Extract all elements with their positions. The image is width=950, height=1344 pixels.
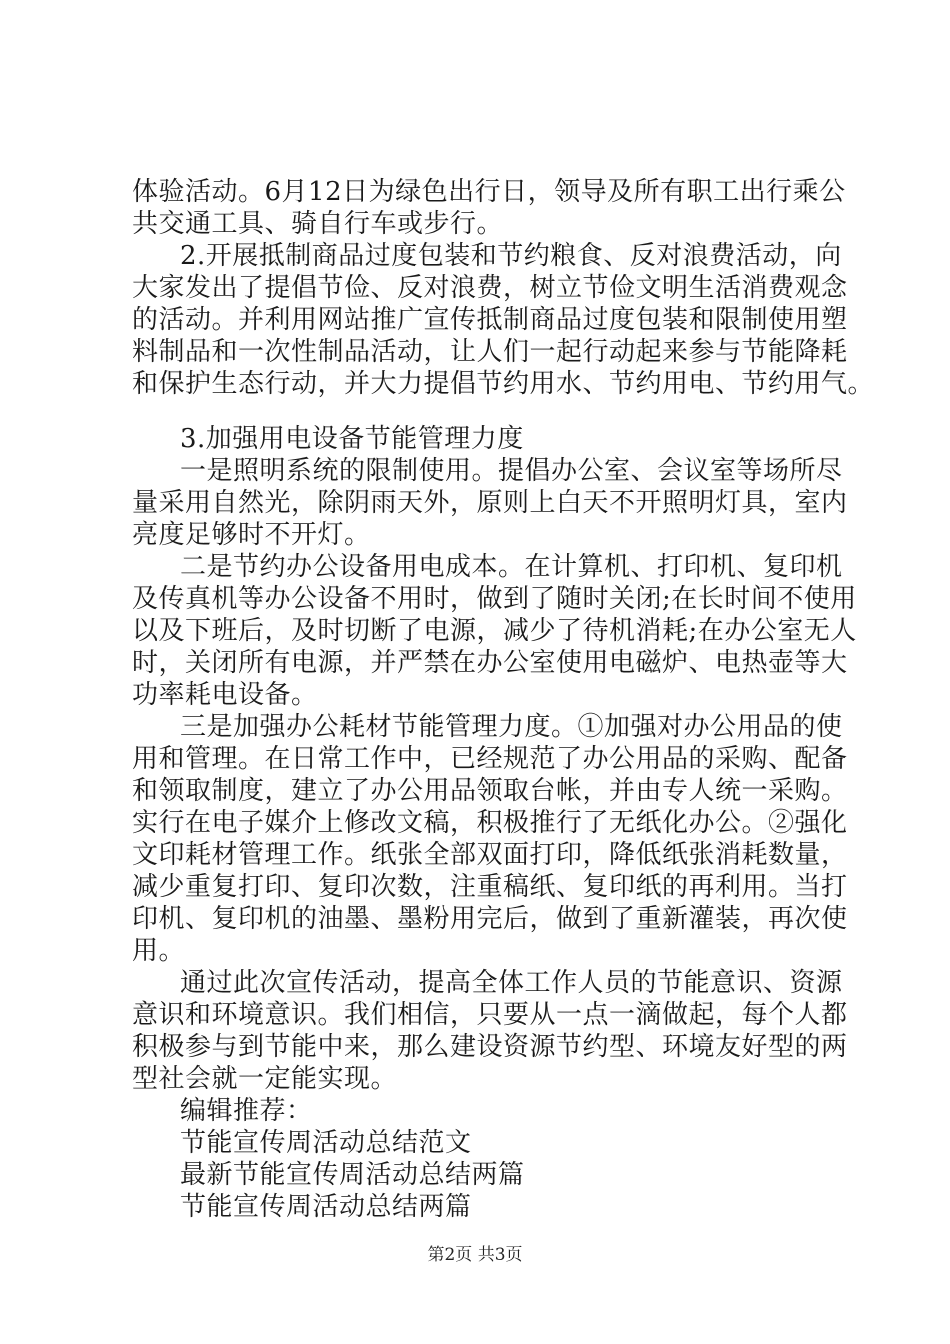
body-line-1: 体验活动。6月12日为绿色出行日，领导及所有职工出行乘公: [132, 177, 846, 207]
body-line-23: 印机、复印机的油墨、墨粉用完后，做到了重新灌装，再次使: [132, 904, 848, 934]
body-line-18: 用和管理。在日常工作中，已经规范了办公用品的采购、配备: [132, 744, 848, 774]
body-line-19: 和领取制度，建立了办公用品领取台帐，并由专人统一采购。: [132, 776, 848, 806]
body-line-12: 二是节约办公设备用电成本。在计算机、打印机、复印机: [180, 552, 843, 582]
body-line-22: 减少重复打印、复印次数，注重稿纸、复印纸的再利用。当打: [132, 872, 848, 902]
body-line-10: 量采用自然光，除阴雨天外，原则上白天不开照明灯具，室内: [132, 488, 848, 518]
body-line-26: 意识和环境意识。我们相信，只要从一点一滴做起，每个人都: [132, 1000, 848, 1030]
body-line-16: 功率耗电设备。: [132, 680, 318, 710]
body-line-20: 实行在电子媒介上修改文稿，积极推行了无纸化办公。②强化: [132, 808, 848, 838]
recommended-link-2[interactable]: 最新节能宣传周活动总结两篇: [180, 1160, 525, 1190]
body-line-15: 时，关闭所有电源，并严禁在办公室使用电磁炉、电热壶等大: [132, 648, 848, 678]
section-heading: 3.加强用电设备节能管理力度: [180, 424, 524, 454]
body-line-3: 2.开展抵制商品过度包装和节约粮食、反对浪费活动，向: [180, 241, 842, 271]
body-line-7: 和保护生态行动，并大力提倡节约用水、节约用电、节约用气。: [132, 369, 875, 399]
body-line-2: 共交通工具、骑自行车或步行。: [132, 209, 504, 239]
body-line-25: 通过此次宣传活动，提高全体工作人员的节能意识、资源: [180, 968, 843, 998]
body-line-14: 以及下班后，及时切断了电源，减少了待机消耗;在办公室无人: [132, 616, 857, 646]
page-number-footer: 第2页 共3页: [427, 1245, 523, 1265]
body-line-6: 料制品和一次性制品活动，让人们一起行动起来参与节能降耗: [132, 337, 848, 367]
body-line-5: 的活动。并利用网站推广宣传抵制商品过度包装和限制使用塑: [132, 305, 848, 335]
body-line-4: 大家发出了提倡节俭、反对浪费，树立节俭文明生活消费观念: [132, 273, 848, 303]
body-line-24: 用。: [132, 936, 186, 966]
body-line-21: 文印耗材管理工作。纸张全部双面打印，降低纸张消耗数量，: [132, 840, 848, 870]
body-line-11: 亮度足够时不开灯。: [132, 520, 371, 550]
recommended-link-3[interactable]: 节能宣传周活动总结两篇: [180, 1192, 472, 1222]
body-line-17: 三是加强办公耗材节能管理力度。①加强对办公用品的使: [180, 712, 843, 742]
body-line-9: 一是照明系统的限制使用。提倡办公室、会议室等场所尽: [180, 456, 843, 486]
body-line-13: 及传真机等办公设备不用时，做到了随时关闭;在长时间不使用: [132, 584, 857, 614]
recommended-link-1[interactable]: 节能宣传周活动总结范文: [180, 1128, 472, 1158]
editor-recommend-label: 编辑推荐：: [180, 1096, 313, 1126]
body-line-28: 型社会就一定能实现。: [132, 1064, 398, 1094]
body-line-27: 积极参与到节能中来，那么建设资源节约型、环境友好型的两: [132, 1032, 848, 1062]
